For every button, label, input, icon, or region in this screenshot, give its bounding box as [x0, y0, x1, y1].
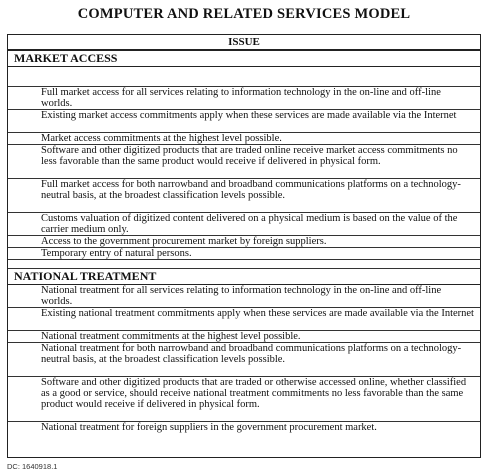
table-row: National treatment for both narrowband and broadband communications platforms on a technology-neutral basis, at the broadest classification levels possible.	[8, 343, 480, 377]
table-row: National treatment for foreign suppliers in the government procurement market.	[41, 422, 377, 433]
table-row: Existing national treatment commitments apply when these services are made available via the Internet	[8, 308, 480, 331]
table-row: Customs valuation of digitized content delivered on a physical medium is based on the value of the carrier medium only.	[8, 213, 480, 236]
issue-table	[7, 34, 481, 458]
table-row: Access to the government procurement market by foreign suppliers.	[8, 236, 480, 248]
table-row: Existing market access commitments apply when these services are made available via the Internet	[8, 110, 480, 133]
document-id-footer: DC: 1640918.1	[7, 462, 58, 471]
table-row: Software and other digitized products that are traded online receive market access commitments no less favorable than the same product would receive if delivered in physical form.	[8, 145, 480, 179]
blank-row	[8, 260, 480, 269]
table-row: Full market access for both narrowband and broadband communications platforms on a technology-neutral basis, at the broadest classification levels possible.	[8, 179, 480, 213]
blank-row	[8, 67, 480, 87]
table-row: National treatment commitments at the highest level possible.	[8, 331, 480, 343]
table-row: National treatment for all services relating to information technology in the on-line and off-line worlds.	[8, 285, 480, 308]
table-row: Software and other digitized products that are traded or otherwise accessed online, whether classified as a good or service, should receive national treatment commitments no less favorable than the same product would receive if delivered in physical form.	[8, 377, 480, 422]
table-row: Market access commitments at the highest level possible.	[8, 133, 480, 145]
page-title: COMPUTER AND RELATED SERVICES MODEL	[77, 6, 411, 22]
table-row: Temporary entry of natural persons.	[8, 248, 480, 260]
table-header: ISSUE	[8, 35, 480, 51]
section-heading-national-treatment: NATIONAL TREATMENT	[8, 269, 480, 285]
table-row: Full market access for all services relating to information technology in the on-line and off-line worlds.	[8, 87, 480, 110]
section-heading-market-access: MARKET ACCESS	[8, 51, 480, 67]
